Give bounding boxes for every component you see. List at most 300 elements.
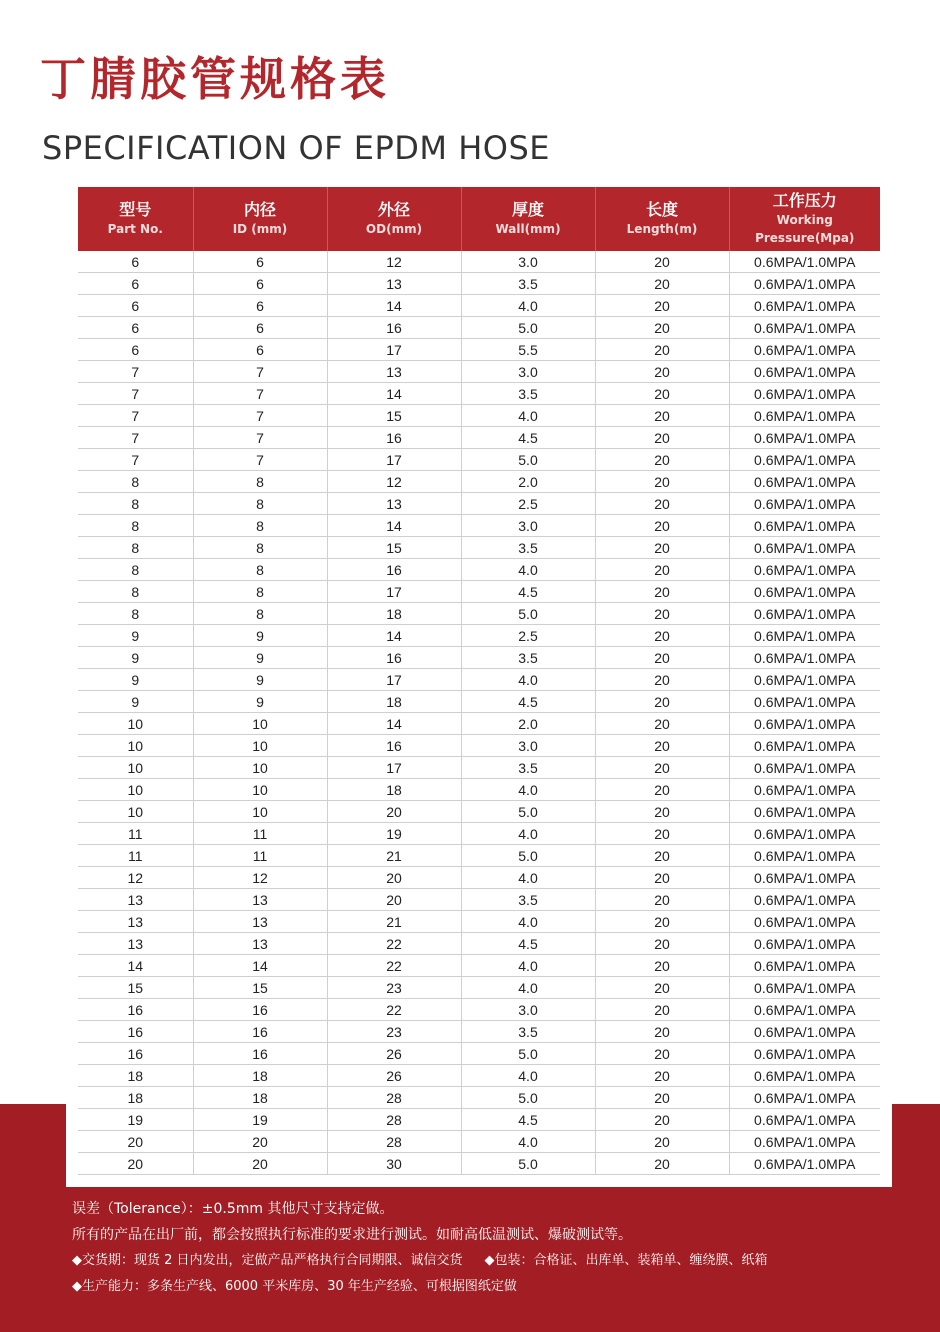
cell-wall: 3.5 bbox=[461, 889, 595, 911]
cell-wall: 4.0 bbox=[461, 867, 595, 889]
cell-working-pressure: 0.6MPA/1.0MPA bbox=[729, 427, 880, 449]
cell-id: 7 bbox=[193, 361, 327, 383]
table-row bbox=[78, 581, 880, 603]
table-row bbox=[78, 361, 880, 383]
cell-working-pressure: 0.6MPA/1.0MPA bbox=[729, 1087, 880, 1109]
packaging-note: ◆包装：合格证、出库单、装箱单、缠绕膜、纸箱 bbox=[484, 1253, 768, 1268]
cell-wall: 4.5 bbox=[461, 691, 595, 713]
cell-id: 8 bbox=[193, 515, 327, 537]
cell-part-no: 9 bbox=[78, 647, 193, 669]
table-row bbox=[78, 449, 880, 471]
cell-length: 20 bbox=[595, 1065, 729, 1087]
cell-length: 20 bbox=[595, 603, 729, 625]
cell-working-pressure: 0.6MPA/1.0MPA bbox=[729, 999, 880, 1021]
cell-part-no: 6 bbox=[78, 339, 193, 361]
cell-wall: 3.5 bbox=[461, 273, 595, 295]
cell-working-pressure: 0.6MPA/1.0MPA bbox=[729, 669, 880, 691]
cell-od: 14 bbox=[327, 625, 461, 647]
table-row bbox=[78, 317, 880, 339]
cell-length: 20 bbox=[595, 427, 729, 449]
table-row bbox=[78, 1109, 880, 1131]
cell-od: 20 bbox=[327, 867, 461, 889]
cell-part-no: 6 bbox=[78, 295, 193, 317]
cell-id: 19 bbox=[193, 1109, 327, 1131]
tolerance-note: 误差（Tolerance）：±0.5mm 其他尺寸支持定做。 bbox=[72, 1201, 394, 1217]
cell-wall: 5.5 bbox=[461, 339, 595, 361]
cell-part-no: 10 bbox=[78, 757, 193, 779]
cell-wall: 3.0 bbox=[461, 361, 595, 383]
cell-part-no: 9 bbox=[78, 625, 193, 647]
cell-working-pressure: 0.6MPA/1.0MPA bbox=[729, 1065, 880, 1087]
cell-od: 13 bbox=[327, 273, 461, 295]
cell-od: 16 bbox=[327, 559, 461, 581]
table-row bbox=[78, 1065, 880, 1087]
cell-wall: 3.5 bbox=[461, 383, 595, 405]
cell-wall: 3.5 bbox=[461, 757, 595, 779]
cell-od: 22 bbox=[327, 955, 461, 977]
cell-od: 21 bbox=[327, 845, 461, 867]
cell-part-no: 10 bbox=[78, 779, 193, 801]
cell-part-no: 11 bbox=[78, 845, 193, 867]
cell-length: 20 bbox=[595, 999, 729, 1021]
table-row bbox=[78, 867, 880, 889]
cell-od: 12 bbox=[327, 251, 461, 273]
header-label-en: OD(mm) bbox=[365, 222, 423, 236]
cell-length: 20 bbox=[595, 581, 729, 603]
cell-length: 20 bbox=[595, 471, 729, 493]
header-label-en: Wall(mm) bbox=[495, 222, 561, 236]
cell-od: 14 bbox=[327, 383, 461, 405]
cell-id: 8 bbox=[193, 603, 327, 625]
cell-working-pressure: 0.6MPA/1.0MPA bbox=[729, 647, 880, 669]
table-row bbox=[78, 889, 880, 911]
cell-id: 7 bbox=[193, 405, 327, 427]
spec-table bbox=[78, 187, 880, 1175]
cell-od: 26 bbox=[327, 1043, 461, 1065]
cell-od: 17 bbox=[327, 339, 461, 361]
cell-part-no: 13 bbox=[78, 911, 193, 933]
cell-id: 13 bbox=[193, 911, 327, 933]
cell-length: 20 bbox=[595, 1109, 729, 1131]
cell-working-pressure: 0.6MPA/1.0MPA bbox=[729, 405, 880, 427]
cell-wall: 3.0 bbox=[461, 999, 595, 1021]
cell-part-no: 10 bbox=[78, 735, 193, 757]
cell-length: 20 bbox=[595, 845, 729, 867]
table-row bbox=[78, 493, 880, 515]
delivery-note: ◆交货期：现货 2 日内发出，定做产品严格执行合同期限、诚信交货 bbox=[72, 1253, 463, 1268]
cell-id: 10 bbox=[193, 713, 327, 735]
cell-working-pressure: 0.6MPA/1.0MPA bbox=[729, 515, 880, 537]
cell-id: 6 bbox=[193, 339, 327, 361]
table-row bbox=[78, 911, 880, 933]
table-row bbox=[78, 977, 880, 999]
cell-id: 9 bbox=[193, 625, 327, 647]
cell-part-no: 13 bbox=[78, 889, 193, 911]
cell-id: 10 bbox=[193, 735, 327, 757]
cell-part-no: 16 bbox=[78, 1043, 193, 1065]
cell-length: 20 bbox=[595, 449, 729, 471]
cell-length: 20 bbox=[595, 559, 729, 581]
cell-id: 20 bbox=[193, 1131, 327, 1153]
cell-length: 20 bbox=[595, 889, 729, 911]
cell-part-no: 8 bbox=[78, 537, 193, 559]
cell-id: 8 bbox=[193, 537, 327, 559]
cell-length: 20 bbox=[595, 977, 729, 999]
cell-od: 16 bbox=[327, 647, 461, 669]
cell-id: 13 bbox=[193, 889, 327, 911]
cell-id: 9 bbox=[193, 669, 327, 691]
notes-block bbox=[72, 1196, 922, 1300]
table-row bbox=[78, 625, 880, 647]
cell-length: 20 bbox=[595, 515, 729, 537]
cell-working-pressure: 0.6MPA/1.0MPA bbox=[729, 449, 880, 471]
cell-od: 13 bbox=[327, 493, 461, 515]
cell-working-pressure: 0.6MPA/1.0MPA bbox=[729, 559, 880, 581]
header-wall bbox=[461, 187, 595, 251]
cell-working-pressure: 0.6MPA/1.0MPA bbox=[729, 735, 880, 757]
cell-wall: 5.0 bbox=[461, 845, 595, 867]
cell-length: 20 bbox=[595, 1021, 729, 1043]
cell-wall: 5.0 bbox=[461, 1087, 595, 1109]
cell-od: 17 bbox=[327, 449, 461, 471]
cell-wall: 4.0 bbox=[461, 823, 595, 845]
cell-part-no: 20 bbox=[78, 1153, 193, 1175]
table-row bbox=[78, 1131, 880, 1153]
cell-working-pressure: 0.6MPA/1.0MPA bbox=[729, 493, 880, 515]
cell-length: 20 bbox=[595, 911, 729, 933]
cell-part-no: 8 bbox=[78, 559, 193, 581]
cell-part-no: 16 bbox=[78, 999, 193, 1021]
table-row bbox=[78, 559, 880, 581]
cell-od: 16 bbox=[327, 427, 461, 449]
page-title: 丁腈胶管规格表 bbox=[40, 52, 390, 106]
cell-length: 20 bbox=[595, 647, 729, 669]
cell-od: 14 bbox=[327, 295, 461, 317]
cell-length: 20 bbox=[595, 757, 729, 779]
cell-wall: 5.0 bbox=[461, 317, 595, 339]
cell-length: 20 bbox=[595, 1131, 729, 1153]
cell-wall: 4.0 bbox=[461, 669, 595, 691]
cell-length: 20 bbox=[595, 625, 729, 647]
header-label-cn: 内径 bbox=[243, 200, 276, 219]
cell-id: 8 bbox=[193, 559, 327, 581]
cell-length: 20 bbox=[595, 537, 729, 559]
cell-length: 20 bbox=[595, 867, 729, 889]
cell-wall: 5.0 bbox=[461, 603, 595, 625]
cell-id: 8 bbox=[193, 581, 327, 603]
cell-od: 16 bbox=[327, 735, 461, 757]
cell-length: 20 bbox=[595, 779, 729, 801]
header-label-cn: 外径 bbox=[377, 200, 410, 219]
cell-part-no: 12 bbox=[78, 867, 193, 889]
cell-part-no: 8 bbox=[78, 581, 193, 603]
table-row bbox=[78, 251, 880, 273]
cell-wall: 4.5 bbox=[461, 581, 595, 603]
cell-working-pressure: 0.6MPA/1.0MPA bbox=[729, 713, 880, 735]
cell-id: 15 bbox=[193, 977, 327, 999]
cell-length: 20 bbox=[595, 405, 729, 427]
cell-id: 20 bbox=[193, 1153, 327, 1175]
cell-od: 20 bbox=[327, 889, 461, 911]
cell-part-no: 19 bbox=[78, 1109, 193, 1131]
cell-working-pressure: 0.6MPA/1.0MPA bbox=[729, 625, 880, 647]
cell-od: 15 bbox=[327, 537, 461, 559]
header-id bbox=[193, 187, 327, 251]
cell-length: 20 bbox=[595, 1087, 729, 1109]
cell-id: 16 bbox=[193, 1021, 327, 1043]
cell-id: 6 bbox=[193, 273, 327, 295]
table-row bbox=[78, 405, 880, 427]
cell-id: 13 bbox=[193, 933, 327, 955]
cell-working-pressure: 0.6MPA/1.0MPA bbox=[729, 757, 880, 779]
capacity-note: ◆生产能力：多条生产线、6000 平米库房、30 年生产经验、可根据图纸定做 bbox=[72, 1279, 517, 1294]
cell-od: 21 bbox=[327, 911, 461, 933]
cell-working-pressure: 0.6MPA/1.0MPA bbox=[729, 1153, 880, 1175]
cell-length: 20 bbox=[595, 251, 729, 273]
cell-od: 23 bbox=[327, 977, 461, 999]
table-row bbox=[78, 779, 880, 801]
cell-working-pressure: 0.6MPA/1.0MPA bbox=[729, 1043, 880, 1065]
cell-id: 7 bbox=[193, 427, 327, 449]
cell-wall: 3.5 bbox=[461, 1021, 595, 1043]
cell-wall: 3.5 bbox=[461, 647, 595, 669]
header-label-en: Working Pressure(Mpa) bbox=[755, 213, 855, 245]
table-row bbox=[78, 295, 880, 317]
cell-length: 20 bbox=[595, 273, 729, 295]
table-row bbox=[78, 669, 880, 691]
header-od bbox=[327, 187, 461, 251]
cell-od: 26 bbox=[327, 1065, 461, 1087]
cell-part-no: 13 bbox=[78, 933, 193, 955]
cell-wall: 2.5 bbox=[461, 625, 595, 647]
cell-id: 8 bbox=[193, 493, 327, 515]
cell-working-pressure: 0.6MPA/1.0MPA bbox=[729, 801, 880, 823]
cell-od: 18 bbox=[327, 603, 461, 625]
cell-id: 18 bbox=[193, 1087, 327, 1109]
cell-length: 20 bbox=[595, 295, 729, 317]
header-working-pressure bbox=[729, 187, 880, 251]
cell-length: 20 bbox=[595, 713, 729, 735]
cell-length: 20 bbox=[595, 383, 729, 405]
cell-working-pressure: 0.6MPA/1.0MPA bbox=[729, 273, 880, 295]
cell-wall: 4.0 bbox=[461, 1131, 595, 1153]
cell-id: 10 bbox=[193, 801, 327, 823]
cell-length: 20 bbox=[595, 735, 729, 757]
cell-part-no: 7 bbox=[78, 383, 193, 405]
cell-part-no: 7 bbox=[78, 449, 193, 471]
cell-id: 12 bbox=[193, 867, 327, 889]
cell-wall: 4.5 bbox=[461, 933, 595, 955]
cell-wall: 4.0 bbox=[461, 977, 595, 999]
table-row bbox=[78, 471, 880, 493]
cell-working-pressure: 0.6MPA/1.0MPA bbox=[729, 1109, 880, 1131]
cell-length: 20 bbox=[595, 493, 729, 515]
cell-working-pressure: 0.6MPA/1.0MPA bbox=[729, 471, 880, 493]
cell-wall: 4.0 bbox=[461, 405, 595, 427]
cell-wall: 3.0 bbox=[461, 251, 595, 273]
cell-od: 16 bbox=[327, 317, 461, 339]
cell-working-pressure: 0.6MPA/1.0MPA bbox=[729, 845, 880, 867]
table-row bbox=[78, 691, 880, 713]
cell-working-pressure: 0.6MPA/1.0MPA bbox=[729, 955, 880, 977]
cell-part-no: 6 bbox=[78, 251, 193, 273]
cell-length: 20 bbox=[595, 801, 729, 823]
cell-id: 16 bbox=[193, 999, 327, 1021]
cell-length: 20 bbox=[595, 933, 729, 955]
table-row bbox=[78, 757, 880, 779]
cell-part-no: 7 bbox=[78, 405, 193, 427]
table-row bbox=[78, 515, 880, 537]
table-row bbox=[78, 845, 880, 867]
cell-wall: 4.0 bbox=[461, 559, 595, 581]
cell-part-no: 8 bbox=[78, 471, 193, 493]
cell-wall: 4.0 bbox=[461, 911, 595, 933]
cell-length: 20 bbox=[595, 317, 729, 339]
cell-wall: 4.0 bbox=[461, 1065, 595, 1087]
cell-id: 9 bbox=[193, 647, 327, 669]
cell-part-no: 9 bbox=[78, 669, 193, 691]
cell-part-no: 7 bbox=[78, 427, 193, 449]
cell-od: 14 bbox=[327, 515, 461, 537]
header-length bbox=[595, 187, 729, 251]
page-subtitle: SPECIFICATION OF EPDM HOSE bbox=[42, 129, 550, 167]
cell-length: 20 bbox=[595, 361, 729, 383]
table-row bbox=[78, 735, 880, 757]
header-label-cn: 长度 bbox=[645, 200, 678, 219]
cell-working-pressure: 0.6MPA/1.0MPA bbox=[729, 779, 880, 801]
cell-id: 6 bbox=[193, 251, 327, 273]
cell-id: 18 bbox=[193, 1065, 327, 1087]
delivery-packaging-line bbox=[72, 1248, 922, 1274]
cell-working-pressure: 0.6MPA/1.0MPA bbox=[729, 295, 880, 317]
cell-od: 18 bbox=[327, 779, 461, 801]
cell-od: 18 bbox=[327, 691, 461, 713]
cell-id: 10 bbox=[193, 757, 327, 779]
table-row bbox=[78, 823, 880, 845]
table-row bbox=[78, 801, 880, 823]
cell-part-no: 18 bbox=[78, 1087, 193, 1109]
cell-part-no: 8 bbox=[78, 493, 193, 515]
cell-working-pressure: 0.6MPA/1.0MPA bbox=[729, 581, 880, 603]
cell-working-pressure: 0.6MPA/1.0MPA bbox=[729, 339, 880, 361]
table-body bbox=[78, 251, 880, 1175]
cell-part-no: 14 bbox=[78, 955, 193, 977]
cell-working-pressure: 0.6MPA/1.0MPA bbox=[729, 383, 880, 405]
cell-od: 20 bbox=[327, 801, 461, 823]
cell-od: 14 bbox=[327, 713, 461, 735]
cell-od: 15 bbox=[327, 405, 461, 427]
cell-od: 12 bbox=[327, 471, 461, 493]
cell-id: 8 bbox=[193, 471, 327, 493]
cell-id: 7 bbox=[193, 449, 327, 471]
table-row bbox=[78, 647, 880, 669]
cell-od: 17 bbox=[327, 581, 461, 603]
table-header-row bbox=[78, 187, 880, 251]
table-row bbox=[78, 1153, 880, 1175]
cell-wall: 3.5 bbox=[461, 537, 595, 559]
cell-wall: 2.0 bbox=[461, 713, 595, 735]
cell-working-pressure: 0.6MPA/1.0MPA bbox=[729, 317, 880, 339]
header-label-en: ID (mm) bbox=[232, 222, 288, 236]
cell-length: 20 bbox=[595, 669, 729, 691]
cell-od: 28 bbox=[327, 1087, 461, 1109]
cell-length: 20 bbox=[595, 955, 729, 977]
cell-wall: 4.0 bbox=[461, 295, 595, 317]
cell-wall: 2.0 bbox=[461, 471, 595, 493]
table-row bbox=[78, 603, 880, 625]
cell-wall: 5.0 bbox=[461, 801, 595, 823]
cell-length: 20 bbox=[595, 823, 729, 845]
cell-part-no: 9 bbox=[78, 691, 193, 713]
cell-working-pressure: 0.6MPA/1.0MPA bbox=[729, 537, 880, 559]
cell-wall: 4.0 bbox=[461, 779, 595, 801]
cell-part-no: 15 bbox=[78, 977, 193, 999]
table-row bbox=[78, 1043, 880, 1065]
cell-working-pressure: 0.6MPA/1.0MPA bbox=[729, 977, 880, 999]
cell-working-pressure: 0.6MPA/1.0MPA bbox=[729, 889, 880, 911]
cell-id: 9 bbox=[193, 691, 327, 713]
cell-id: 10 bbox=[193, 779, 327, 801]
cell-od: 22 bbox=[327, 933, 461, 955]
header-label-cn: 厚度 bbox=[511, 200, 544, 219]
cell-wall: 5.0 bbox=[461, 1043, 595, 1065]
table-row bbox=[78, 955, 880, 977]
cell-length: 20 bbox=[595, 339, 729, 361]
cell-od: 30 bbox=[327, 1153, 461, 1175]
cell-id: 14 bbox=[193, 955, 327, 977]
cell-od: 17 bbox=[327, 757, 461, 779]
cell-working-pressure: 0.6MPA/1.0MPA bbox=[729, 691, 880, 713]
table-row bbox=[78, 1087, 880, 1109]
cell-od: 28 bbox=[327, 1131, 461, 1153]
cell-id: 16 bbox=[193, 1043, 327, 1065]
cell-working-pressure: 0.6MPA/1.0MPA bbox=[729, 911, 880, 933]
header-part-no bbox=[78, 187, 193, 251]
cell-working-pressure: 0.6MPA/1.0MPA bbox=[729, 251, 880, 273]
cell-od: 22 bbox=[327, 999, 461, 1021]
cell-working-pressure: 0.6MPA/1.0MPA bbox=[729, 933, 880, 955]
header-label-en: Part No. bbox=[107, 222, 163, 236]
cell-id: 6 bbox=[193, 295, 327, 317]
cell-part-no: 6 bbox=[78, 317, 193, 339]
cell-working-pressure: 0.6MPA/1.0MPA bbox=[729, 361, 880, 383]
cell-working-pressure: 0.6MPA/1.0MPA bbox=[729, 1021, 880, 1043]
cell-od: 17 bbox=[327, 669, 461, 691]
cell-od: 13 bbox=[327, 361, 461, 383]
table-row bbox=[78, 339, 880, 361]
cell-part-no: 18 bbox=[78, 1065, 193, 1087]
table-row bbox=[78, 383, 880, 405]
cell-working-pressure: 0.6MPA/1.0MPA bbox=[729, 867, 880, 889]
cell-part-no: 6 bbox=[78, 273, 193, 295]
cell-id: 11 bbox=[193, 823, 327, 845]
table-row bbox=[78, 537, 880, 559]
table-row bbox=[78, 273, 880, 295]
cell-wall: 3.0 bbox=[461, 735, 595, 757]
table-row bbox=[78, 713, 880, 735]
cell-part-no: 11 bbox=[78, 823, 193, 845]
cell-wall: 4.0 bbox=[461, 955, 595, 977]
cell-part-no: 8 bbox=[78, 603, 193, 625]
header-label-cn: 型号 bbox=[119, 200, 152, 219]
cell-id: 11 bbox=[193, 845, 327, 867]
table-row bbox=[78, 999, 880, 1021]
table-row bbox=[78, 1021, 880, 1043]
cell-length: 20 bbox=[595, 1153, 729, 1175]
cell-part-no: 10 bbox=[78, 801, 193, 823]
cell-length: 20 bbox=[595, 691, 729, 713]
cell-od: 28 bbox=[327, 1109, 461, 1131]
